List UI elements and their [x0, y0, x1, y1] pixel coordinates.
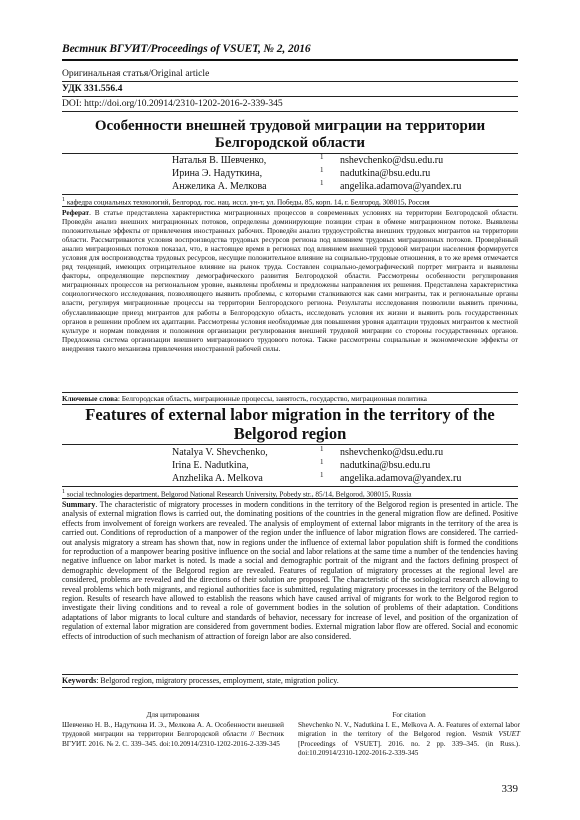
citation-text: Шевченко Н. В., Надуткина И. Э., Мелкова А. А. Особенности внешней трудовой миграции на территории Белгородской области // Вестник ВГУИТ. 2016. № 2. С. 339–345. doi:10.20914/2310-1202-2016-2-339-345 — [62, 721, 284, 748]
en-authors — [172, 446, 502, 485]
en-keywords — [62, 676, 518, 685]
abstract-label: Summary — [62, 500, 96, 509]
citation-heading: Для цитирования — [146, 711, 200, 719]
ru-abstract — [62, 208, 518, 353]
citation-part: [Proceedings of VSUET]. 2016. no. 2 pp. 339–345. (in Russ.). doi:10.20914/2310-1202-2016-2-339-345 — [298, 739, 520, 757]
keywords-label: Keywords — [62, 676, 97, 685]
author-affil-mark: 1 — [320, 153, 324, 161]
divider — [62, 81, 518, 82]
author-affil-mark: 1 — [320, 458, 324, 466]
author-name: Наталья В. Шевченко, — [172, 155, 267, 166]
author-name: Анжелика А. Мелкова — [172, 181, 267, 192]
keywords-text: : Belgorod region, migratory processes, employment, state, migration policy. — [96, 676, 339, 685]
divider — [62, 498, 518, 499]
divider — [62, 96, 518, 97]
author-row — [172, 180, 502, 193]
author-email[interactable]: nadutkina@bsu.edu.ru — [340, 460, 431, 471]
ru-authors — [172, 154, 502, 193]
abstract-text: . В статье представлена характеристика миграционных процессов в современных условиях на территории Белгородской области. Проведён анализ внешних миграционных потоков, определены доминирующие позиции стран в обмене миграционном потоке. Выявлены положительные эффекты от привлечения иностранных рабочих. Проведён анализ трудоустройства внешних трудовых мигрантов на территории области. Рассматриваются условия воспроизводства трудовых ресурсов региона под влиянием трудовых миграционных потоков. Проведённый анализ миграционных потоков показал, что, в настоящее время в регионах под влиянием внешней трудовой миграции населения формируется условия для воспроизводства трудовых ресурсов, несущие положительное влияние на социально-трудовые отношения, в то же время отмечается ряд тенденций, имеющих отрицательное влияние на рынок труда. Составлен социально-демографический портрет мигранта и выявлены факторы, определяющие перспективу демографического развития Белгородской области. Рассмотрены особенности регулирования миграционных процессов на региональном уровне, выявлены проблемы и предложены направления их решения. Представлена характеристика социологического исследования, позволяющего выявить проблемы, с которыми сталкиваются как сами мигранты, так и региональные органы власти, регулируя миграционные процессы на территории Белгородского региона. Результаты исследования позволили выявить причины, обуславливающие приезд мигрантов для работы в Белгородскую область, исследовать условия их жизни и выявить роль государственных органов в решении проблем их адаптации. Рассмотрены условия необходимые для повышения уровня адаптации трудовых мигрантов к местной культуре и нормам поведения и положения организации регулирования внешней трудовой миграции со стороны государственных органов. Предложена система организации внешнего миграционного трудового потока. Также рассмотрены социальные и экономические эффекты от внедрения такого механизма привлечения иностранной рабочей силы. — [62, 208, 518, 353]
citation-text — [298, 721, 520, 758]
journal-header: Вестник ВГУИТ/Proceedings of VSUET, № 2, 2016 — [62, 43, 311, 55]
author-row — [172, 167, 502, 180]
divider — [62, 486, 518, 487]
en-affiliation — [62, 488, 518, 498]
keywords-label: Ключевые слова — [62, 394, 118, 403]
author-row — [172, 446, 502, 459]
keywords-text: : Белгородская область, миграционные процессы, занятость, государство, миграционная политика — [117, 394, 427, 403]
author-email[interactable]: nadutkina@bsu.edu.ru — [340, 168, 431, 179]
affil-mark: 1 — [62, 489, 65, 495]
author-email[interactable]: nshevchenko@dsu.edu.ru — [340, 447, 444, 458]
divider — [62, 206, 518, 207]
author-name: Irina E. Nadutkina, — [172, 460, 249, 471]
affil-text: кафедра социальных технологий, Белгород. гос. нац. иссл. ун-т, ул. Победы, 85, корп. 14, г. Белгород, 308015, Россия — [66, 197, 430, 207]
divider — [62, 194, 518, 195]
author-affil-mark: 1 — [320, 179, 324, 187]
divider — [62, 444, 518, 445]
author-name: Natalya V. Shevchenko, — [172, 447, 268, 458]
author-name: Anzhelika A. Melkova — [172, 473, 263, 484]
divider — [62, 687, 518, 688]
divider — [62, 111, 518, 112]
udc-code: УДК 331.556.4 — [62, 83, 123, 94]
citation-part: Shevchenko N. V., Nadutkina I. E., Melkova A. A. Features of external labor migration in the territory of the Belgorod region. — [298, 721, 520, 739]
author-row — [172, 459, 502, 472]
author-email[interactable]: angelika.adamova@yandex.ru — [340, 181, 462, 192]
divider — [62, 674, 518, 675]
header-rule — [62, 59, 518, 61]
ru-keywords — [62, 394, 518, 403]
en-title: Features of external labor migration in the territory of the Belgorod region — [85, 405, 495, 443]
article-type: Оригинальная статья/Original article — [62, 68, 210, 79]
abstract-label: Реферат — [62, 208, 90, 217]
author-affil-mark: 1 — [320, 471, 324, 479]
author-name: Ирина Э. Надуткина, — [172, 168, 263, 179]
en-abstract — [62, 500, 518, 641]
author-row — [172, 154, 502, 167]
ru-title: Особенности внешней трудовой миграции на территории Белгородской области — [94, 118, 486, 151]
author-row — [172, 472, 502, 485]
author-email[interactable]: nshevchenko@dsu.edu.ru — [340, 155, 444, 166]
author-affil-mark: 1 — [320, 166, 324, 174]
citation-en — [298, 711, 520, 758]
citation-ru — [62, 711, 284, 749]
page-number: 339 — [501, 783, 518, 795]
affil-mark: 1 — [62, 197, 65, 203]
author-affil-mark: 1 — [320, 445, 324, 453]
affil-text: social technologies department, Belgorod National Research University, Pobedy str., 85/14, Belgorod, 308015, Russia — [66, 489, 412, 499]
citation-heading: For citation — [392, 711, 426, 719]
article-page — [62, 0, 521, 820]
author-email[interactable]: angelika.adamova@yandex.ru — [340, 473, 462, 484]
ru-affiliation — [62, 196, 518, 206]
citation-journal: Vestnik VSUET — [472, 730, 521, 739]
doi-link[interactable]: DOI: http://doi.org/10.20914/2310-1202-2016-2-339-345 — [62, 98, 283, 109]
abstract-text: . The characteristic of migratory processes in modern conditions in the territory of the Belgorod region is presented in article. The analysis of external migration flows is carried out, the dominating positions of the countries in the general migration flow are defined. Positive effects from involvement of foreign workers are revealed. The analysis of employment of external labor migrants in the territory of the area is carried out. Conditions of reproduction of a manpower of the region under the influence of labor migration flows are considered. The carried-out analysis migratory a stream has shown that, now in regions under the influence of external labor population shift is formed the conditions for reproduction of a manpower bearing positive influence on the social and labor relations at the same time a number of the tendencies having negative influence on labor market is noted. Is made a social and demographic portrait of the migrant and the factors defining prospect of demographic development of the Belgorod region are revealed. Features of regulation of migratory processes at the regional level are considered, problems are revealed and the directions of their solution are proposed. The characteristic of the sociological research allowing to reveal problems which both migrants, and regional authorities face is submitted, regulating migratory processes in the territory of the Belgorod region. Results of research have allowed to establish the reasons which have caused arrival of migrants for work to the Belgorod region to investigate their living conditions and to reveal a role of government bodies in the solution of problems of their adaptation. Conditions adaptations of labor migrants to local culture and standards of behavior, necessary for increase of level, and position of the organization of regulation of external labor migration are considered from government bodies. External migration labor flow are offered. Social and economic effects of introduction of such mechanism of attraction of foreign labor are also considered. — [62, 500, 518, 641]
divider — [62, 392, 518, 393]
